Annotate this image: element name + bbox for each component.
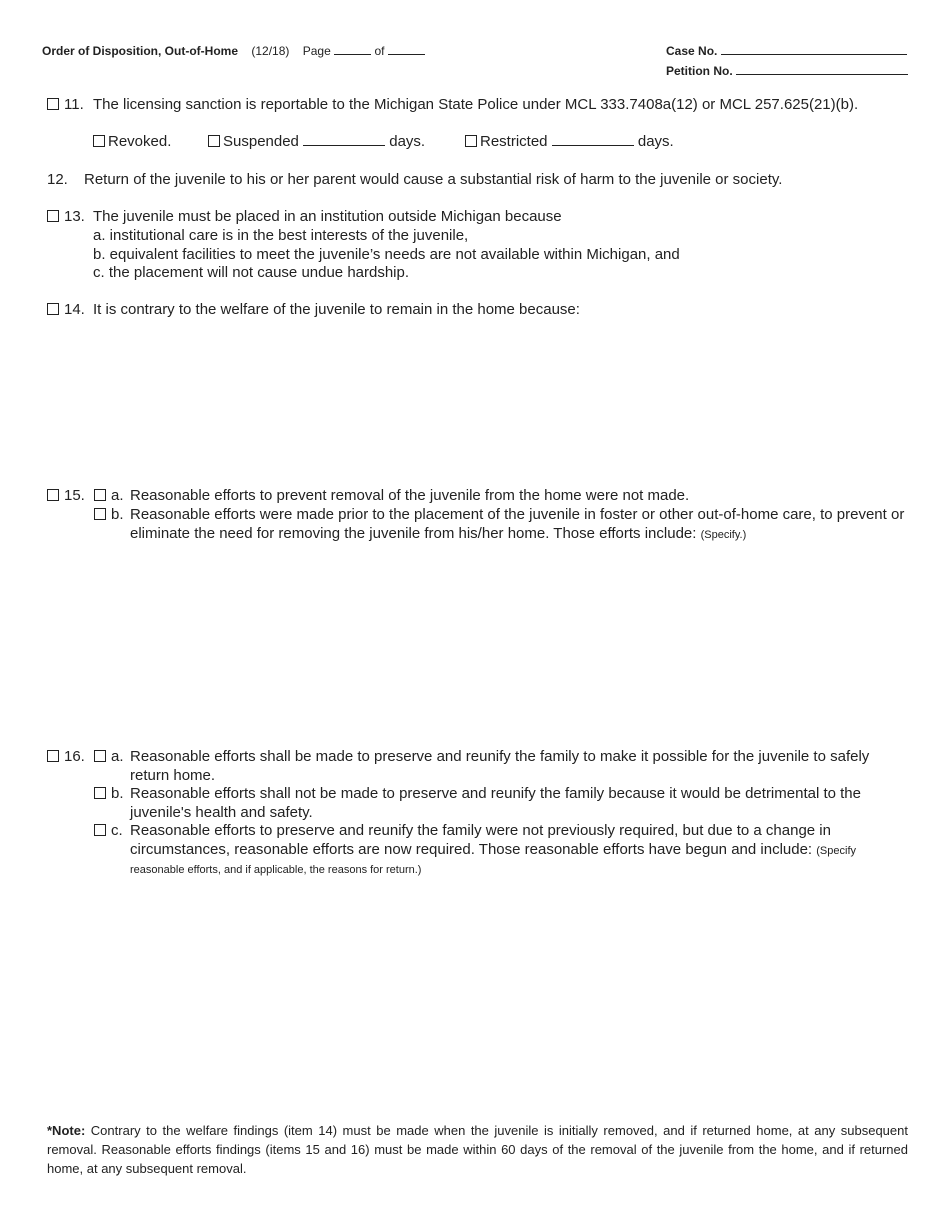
item-16c-checkbox[interactable]: [94, 824, 106, 836]
restricted-checkbox[interactable]: [465, 135, 477, 147]
item-14-checkbox[interactable]: [47, 303, 59, 315]
suspended-days-field[interactable]: [303, 133, 385, 146]
petition-number-field[interactable]: [736, 63, 908, 75]
item-16a-checkbox[interactable]: [94, 750, 106, 762]
suspended-label: Suspended: [223, 133, 299, 150]
item-16b-label: b.: [111, 785, 124, 802]
item-12-text: Return of the juvenile to his or her parent would cause a substantial risk of harm to the juvenile or society.: [84, 171, 783, 188]
note-label: *Note:: [47, 1123, 86, 1138]
item-15a-label: a.: [111, 487, 124, 504]
case-number-row: [666, 43, 907, 58]
item-11-number: 11.: [64, 96, 84, 113]
restricted-days-label: days.: [637, 133, 674, 150]
case-number-field[interactable]: [721, 43, 907, 55]
page-total-field[interactable]: [388, 43, 425, 55]
item-16c-text: Reasonable efforts to preserve and reunify the family were not previously required, but due to a change in circumstances, reasonable efforts are now required. Those reasonable efforts have begun and include:: [130, 822, 831, 858]
item-15-checkbox[interactable]: [47, 489, 59, 501]
item-11-text: The licensing sanction is reportable to the Michigan State Police under MCL 333.7408a(12) or MCL 257.625(21)(b).: [93, 96, 859, 113]
item-11-suspended-option: [208, 133, 425, 152]
item-15-number: 15.: [64, 487, 85, 504]
item-16c-label: c.: [111, 822, 123, 839]
item-15a-text: Reasonable efforts to prevent removal of the juvenile from the home were not made.: [130, 487, 690, 504]
item-16b-checkbox[interactable]: [94, 787, 106, 799]
item-15b-specify: (Specify.): [700, 528, 747, 541]
petition-number-row: [666, 63, 908, 78]
restricted-days-field[interactable]: [552, 133, 634, 146]
page-label: Page: [302, 44, 331, 58]
item-16c-specify: (Specify reasonable efforts, and if applicable, the reasons for return.): [130, 844, 857, 876]
petition-number-label: Petition No.: [666, 64, 733, 78]
item-15b-block: [130, 506, 912, 544]
case-number-label: Case No.: [666, 44, 718, 58]
item-16c-block: [130, 822, 912, 880]
footer-note: [47, 1121, 908, 1178]
form-date: (12/18): [251, 44, 290, 58]
item-15b-checkbox[interactable]: [94, 508, 106, 520]
restricted-label: Restricted: [480, 133, 548, 150]
item-13-checkbox[interactable]: [47, 210, 59, 222]
item-14-number: 14.: [64, 301, 85, 318]
item-16-number: 16.: [64, 748, 85, 765]
item-13-c: c. the placement will not cause undue hardship.: [93, 264, 410, 281]
item-13-text: The juvenile must be placed in an institution outside Michigan because: [93, 208, 562, 225]
item-13-a: a. institutional care is in the best interests of the juvenile,: [93, 227, 469, 244]
note-text: Contrary to the welfare findings (item 14) must be made when the juvenile is initially removed, and if returned home, at any subsequent removal. Reasonable efforts findings (items 15 and 16) must be made within 60 days of the removal of the juvenile from the home, and if returned home, at any subsequent removal.: [47, 1123, 908, 1176]
item-16a-label: a.: [111, 748, 124, 765]
item-11-restricted-option: [465, 133, 674, 152]
page-number-field[interactable]: [334, 43, 371, 55]
form-title: Order of Disposition, Out-of-Home: [42, 44, 238, 58]
suspended-days-label: days.: [389, 133, 426, 150]
form-header: [42, 43, 425, 58]
item-15a-checkbox[interactable]: [94, 489, 106, 501]
revoked-label: Revoked.: [108, 133, 172, 150]
item-16b-text: Reasonable efforts shall not be made to preserve and reunify the family because it would be detrimental to the juvenile's health and safety.: [130, 785, 861, 821]
item-15b-label: b.: [111, 506, 124, 523]
item-15b-text: Reasonable efforts were made prior to the placement of the juvenile in foster or other out-of-home care, to prevent or eliminate the need for removing the juvenile from his/her home. Those efforts include:: [130, 506, 905, 542]
item-13-b: b. equivalent facilities to meet the juvenile’s needs are not available within Michigan, and: [93, 246, 680, 263]
item-12-number: 12.: [47, 171, 68, 188]
item-16a-text: Reasonable efforts shall be made to preserve and reunify the family to make it possible for the juvenile to safely return home.: [130, 748, 870, 784]
item-16-checkbox[interactable]: [47, 750, 59, 762]
suspended-checkbox[interactable]: [208, 135, 220, 147]
item-13-number: 13.: [64, 208, 85, 225]
revoked-checkbox[interactable]: [93, 135, 105, 147]
of-label: of: [374, 44, 385, 58]
item-11-checkbox[interactable]: [47, 98, 59, 110]
item-11-revoked-option: [93, 133, 171, 152]
item-14-text: It is contrary to the welfare of the juvenile to remain in the home because:: [93, 301, 580, 318]
